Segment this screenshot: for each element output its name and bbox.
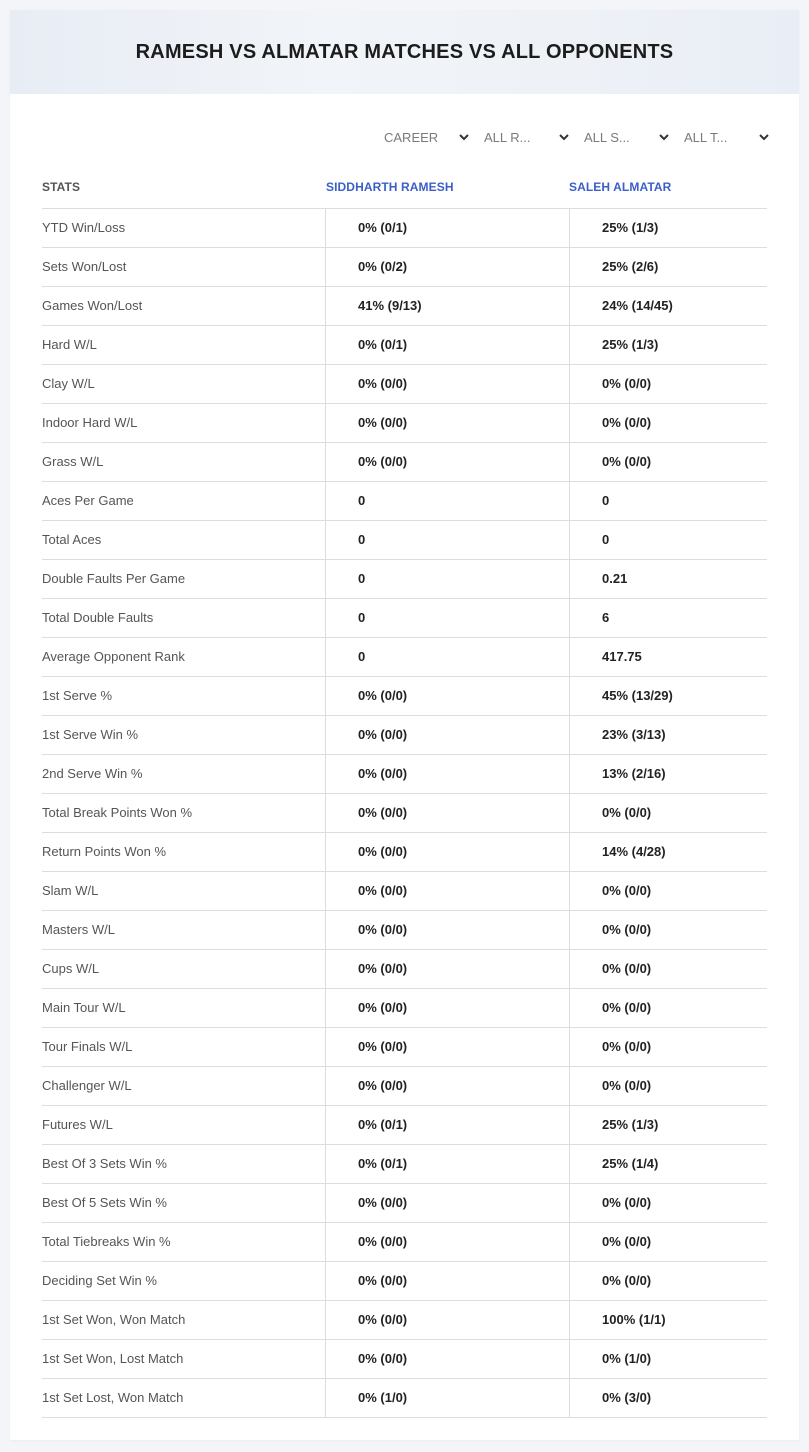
player2-value: 0	[569, 521, 767, 559]
player1-value: 0	[325, 482, 569, 520]
player2-value: 100% (1/1)	[569, 1301, 767, 1339]
player1-value: 0% (0/0)	[325, 950, 569, 988]
player2-value: 417.75	[569, 638, 767, 676]
player1-value: 0% (0/0)	[325, 1262, 569, 1300]
table-row	[42, 248, 767, 287]
player1-value: 0% (0/0)	[325, 365, 569, 403]
player1-value: 0% (0/0)	[325, 1301, 569, 1339]
table-row	[42, 599, 767, 638]
player2-value: 23% (3/13)	[569, 716, 767, 754]
table-row	[42, 287, 767, 326]
player1-value: 0% (0/2)	[325, 248, 569, 286]
chevron-down-icon	[458, 131, 470, 143]
stat-name: Slam W/L	[42, 883, 99, 898]
column-header-player1-link[interactable]: SIDDHARTH RAMESH	[326, 180, 454, 194]
filter-bar	[384, 127, 784, 147]
table-row	[42, 950, 767, 989]
table-row	[42, 1028, 767, 1067]
player2-value: 0	[569, 482, 767, 520]
table-row	[42, 755, 767, 794]
player2-value: 25% (1/4)	[569, 1145, 767, 1183]
table-row	[42, 521, 767, 560]
table-row	[42, 872, 767, 911]
stat-name: Best Of 3 Sets Win %	[42, 1156, 167, 1171]
player2-value: 0% (0/0)	[569, 1067, 767, 1105]
player1-value: 0% (0/0)	[325, 872, 569, 910]
player1-value: 0% (1/0)	[325, 1379, 569, 1417]
player2-value: 0% (0/0)	[569, 950, 767, 988]
stat-name: Tour Finals W/L	[42, 1039, 133, 1054]
chevron-down-icon	[758, 131, 770, 143]
stat-name: 1st Set Won, Lost Match	[42, 1351, 184, 1366]
chevron-down-icon	[658, 131, 670, 143]
player2-value: 13% (2/16)	[569, 755, 767, 793]
player2-value: 0% (0/0)	[569, 1262, 767, 1300]
player1-value: 0% (0/0)	[325, 794, 569, 832]
player2-value: 0% (0/0)	[569, 1223, 767, 1261]
player2-value: 45% (13/29)	[569, 677, 767, 715]
stats-table-body	[42, 208, 767, 1418]
player2-value: 24% (14/45)	[569, 287, 767, 325]
stat-name: Aces Per Game	[42, 493, 134, 508]
filter-tournament-select[interactable]	[684, 127, 784, 147]
table-row	[42, 638, 767, 677]
player2-value: 25% (2/6)	[569, 248, 767, 286]
table-row	[42, 716, 767, 755]
stat-name: 1st Serve %	[42, 688, 113, 703]
stat-name: 2nd Serve Win %	[42, 766, 143, 781]
player2-value: 0% (1/0)	[569, 1340, 767, 1378]
player2-value: 25% (1/3)	[569, 209, 767, 247]
player2-value: 0% (0/0)	[569, 365, 767, 403]
stats-card	[10, 10, 799, 1440]
player1-value: 0% (0/0)	[325, 833, 569, 871]
player1-value: 0% (0/1)	[325, 1106, 569, 1144]
player1-value: 0% (0/0)	[325, 1184, 569, 1222]
player2-value: 0% (0/0)	[569, 872, 767, 910]
filter-round-label: ALL R...	[484, 129, 531, 145]
player1-value: 0	[325, 521, 569, 559]
table-header	[42, 170, 767, 208]
table-row	[42, 1379, 767, 1418]
stat-name: Total Double Faults	[42, 610, 154, 625]
table-row	[42, 833, 767, 872]
stat-name: Return Points Won %	[42, 844, 167, 859]
player2-value: 0% (0/0)	[569, 989, 767, 1027]
stat-name: Indoor Hard W/L	[42, 415, 138, 430]
stat-name: YTD Win/Loss	[42, 220, 126, 235]
table-row	[42, 326, 767, 365]
player1-value: 0% (0/1)	[325, 209, 569, 247]
player2-value: 25% (1/3)	[569, 1106, 767, 1144]
stat-name: Games Won/Lost	[42, 298, 143, 313]
player2-value: 0% (0/0)	[569, 794, 767, 832]
player1-value: 0% (0/0)	[325, 443, 569, 481]
table-row	[42, 1106, 767, 1145]
player2-value: 25% (1/3)	[569, 326, 767, 364]
stat-name: Deciding Set Win %	[42, 1273, 157, 1288]
page-title: RAMESH VS ALMATAR MATCHES VS ALL OPPONENTS	[135, 40, 674, 63]
stat-name: 1st Set Lost, Won Match	[42, 1390, 184, 1405]
table-row	[42, 1184, 767, 1223]
player1-value: 0	[325, 638, 569, 676]
table-row	[42, 560, 767, 599]
table-row	[42, 989, 767, 1028]
table-row	[42, 1262, 767, 1301]
player2-value: 14% (4/28)	[569, 833, 767, 871]
player1-value: 0% (0/1)	[325, 326, 569, 364]
table-row	[42, 1301, 767, 1340]
player1-value: 0% (0/0)	[325, 1340, 569, 1378]
table-row	[42, 443, 767, 482]
table-row	[42, 482, 767, 521]
player2-value: 0.21	[569, 560, 767, 598]
player1-value: 0	[325, 599, 569, 637]
player1-value: 0% (0/0)	[325, 1028, 569, 1066]
player1-value: 0% (0/0)	[325, 404, 569, 442]
player2-value: 0% (0/0)	[569, 1184, 767, 1222]
filter-surface-label: ALL S...	[584, 129, 630, 145]
table-row	[42, 1223, 767, 1262]
stat-name: Double Faults Per Game	[42, 571, 186, 586]
table-row	[42, 794, 767, 833]
stat-name: Clay W/L	[42, 376, 95, 391]
player1-value: 0% (0/0)	[325, 989, 569, 1027]
table-row	[42, 677, 767, 716]
player1-value: 0% (0/0)	[325, 911, 569, 949]
stat-name: 1st Set Won, Won Match	[42, 1312, 186, 1327]
table-row	[42, 911, 767, 950]
stat-name: Hard W/L	[42, 337, 97, 352]
player1-value: 0% (0/0)	[325, 716, 569, 754]
card-header	[10, 10, 799, 94]
stat-name: Futures W/L	[42, 1117, 113, 1132]
player2-value: 0% (0/0)	[569, 911, 767, 949]
player1-value: 0% (0/0)	[325, 677, 569, 715]
player2-value: 6	[569, 599, 767, 637]
player1-value: 0% (0/0)	[325, 1067, 569, 1105]
player1-value: 41% (9/13)	[325, 287, 569, 325]
filter-round-select[interactable]	[484, 127, 584, 147]
stat-name: Masters W/L	[42, 922, 115, 937]
filter-period-select[interactable]	[384, 127, 484, 147]
player1-value: 0% (0/1)	[325, 1145, 569, 1183]
player2-value: 0% (3/0)	[569, 1379, 767, 1417]
table-row	[42, 365, 767, 404]
chevron-down-icon	[558, 131, 570, 143]
player1-value: 0% (0/0)	[325, 755, 569, 793]
table-row	[42, 1145, 767, 1184]
stat-name: Challenger W/L	[42, 1078, 132, 1093]
stat-name: Total Aces	[42, 532, 102, 547]
stat-name: Best Of 5 Sets Win %	[42, 1195, 167, 1210]
player1-value: 0% (0/0)	[325, 1223, 569, 1261]
stat-name: Grass W/L	[42, 454, 104, 469]
stat-name: Total Tiebreaks Win %	[42, 1234, 171, 1249]
player2-value: 0% (0/0)	[569, 1028, 767, 1066]
stat-name: Total Break Points Won %	[42, 805, 193, 820]
stat-name: Sets Won/Lost	[42, 259, 127, 274]
stat-name: 1st Serve Win %	[42, 727, 139, 742]
table-row	[42, 209, 767, 248]
column-header-player2-link[interactable]: SALEH ALMATAR	[569, 180, 672, 194]
table-row	[42, 404, 767, 443]
filter-tournament-label: ALL T...	[684, 129, 728, 145]
stat-name: Average Opponent Rank	[42, 649, 185, 664]
player2-value: 0% (0/0)	[569, 443, 767, 481]
stat-name: Main Tour W/L	[42, 1000, 126, 1015]
filter-period-label: CAREER	[384, 129, 439, 145]
column-header-stats: STATS	[42, 180, 81, 194]
table-row	[42, 1067, 767, 1106]
filter-surface-select[interactable]	[584, 127, 684, 147]
player1-value: 0	[325, 560, 569, 598]
stat-name: Cups W/L	[42, 961, 100, 976]
player2-value: 0% (0/0)	[569, 404, 767, 442]
table-row	[42, 1340, 767, 1379]
